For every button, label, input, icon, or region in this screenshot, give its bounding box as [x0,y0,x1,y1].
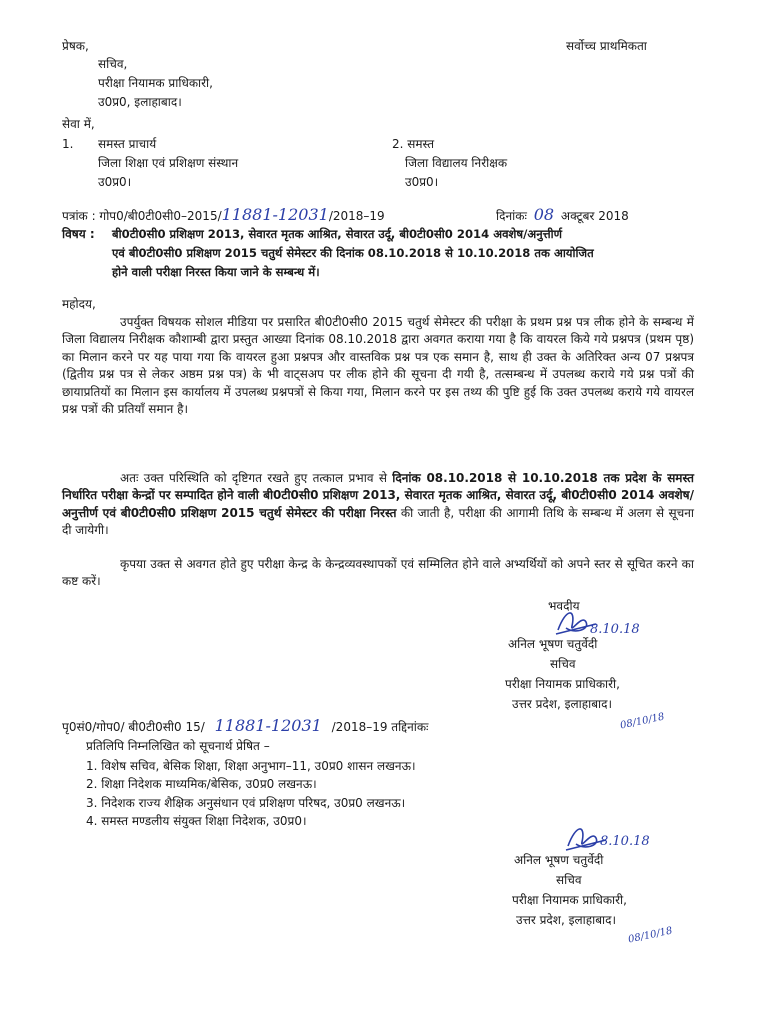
copy-item-3: 3. निदेशक राज्य शैक्षिक अनुसंधान एवं प्रशिक्षण परिषद, उ0प्र0 लखनऊ। [86,796,406,810]
sender-line-2: परीक्षा नियामक प्राधिकारी, [98,76,213,90]
subject-label: विषय : [62,227,95,241]
priority-label: सर्वोच्च प्राथमिकता [566,39,647,53]
signature-2-name: अनिल भूषण चतुर्वेदी [514,853,604,867]
recipient1-number: 1. [62,137,74,151]
copy-reference-prefix: पृ0सं0/गोप0/ बी0टी0सी0 15/ [62,720,205,734]
reference-suffix: /2018–19 [328,209,385,223]
copy-item-4: 4. समस्त मण्डलीय संयुक्त शिक्षा निदेशक, उ0प्र0। [86,814,307,828]
date-label: दिनांकः [496,209,527,223]
signature-2-handwritten-date: 8.10.18 [600,834,650,849]
signature-1-place: उत्तर प्रदेश, इलाहाबाद। [512,697,613,711]
subject-line-1: बी0टी0सी0 प्रशिक्षण 2013, सेवारत मृतक आश्रित, सेवारत उर्दू, बी0टी0सी0 2014 अवशेष/अनुत्तीर्ण [112,227,563,241]
recipient1-line-2: जिला शिक्षा एवं प्रशिक्षण संस्थान [98,156,239,170]
signature-1-stamp-date: 08/10/18 [619,711,666,732]
signature-2-stamp-date: 08/10/18 [627,925,674,946]
copy-handwritten-no: 11881-12031 [214,716,322,735]
copy-reference-suffix: /2018–19 तद्दिनांकः [331,720,429,734]
signature-2-place: उत्तर प्रदेश, इलाहाबाद। [516,913,617,927]
recipient2-line-2: उ0प्र0। [405,175,439,189]
sender-line-1: सचिव, [98,57,128,71]
salutation: महोदय, [62,297,96,311]
to-label: सेवा में, [62,117,95,131]
paragraph-2 [62,470,694,540]
recipient1-line-3: उ0प्र0। [98,175,132,189]
closing-bhavdiya: भवदीय [548,599,580,613]
sender-label: प्रेषक, [62,39,89,53]
recipient2-number: 2. समस्त [392,137,435,151]
signature-1-name: अनिल भूषण चतुर्वेदी [508,637,598,651]
reference-line [62,207,385,224]
paragraph-1: उपर्युक्त विषयक सोशल मीडिया पर प्रसारित बी0टी0सी0 2015 चतुर्थ सेमेस्टर की परीक्षा के प्रथम प्रश्न पत्र लीक होने के सम्बन्ध में जिला विद्यालय निरीक्षक कौशाम्बी द्वारा प्रस्तुत आख्या दिनांक 08.10.2018 द्वारा अवगत कराया गया है कि वायरल किये गये प्रश्नपत्र (प्रथम पृष्ठ) का मिलान करने पर यह पाया गया कि वायरल हुआ प्रश्नपत्र और वास्तविक प्रश्न पत्र एक समान है, साथ ही उक्त के अतिरिक्त अन्य 07 प्रश्नपत्र (द्वितीय प्रश्न पत्र से लेकर अष्ठम प्रश्न पत्र) के भी वाट्सअप पर लीक होने की सूचना दी गयी है, तत्सम्बन्ध में उपलब्ध कराये गये प्रश्न पत्रों की छायाप्रतियों का मिलान इस कार्यालय में उपलब्ध प्रश्नपत्रों से किया गया, मिलान करने पर इस तथ्य की पुष्टि हुई कि उक्त उपलब्ध कराये गये वायरल प्रश्न पत्रों की प्रतियाँ समान है। [62,315,694,417]
sender-line-3: उ0प्र0, इलाहाबाद। [98,95,182,109]
handwritten-reference-no: 11881-12031 [221,205,329,224]
copy-reference-line [62,718,428,735]
copy-intro: प्रतिलिपि निम्नलिखित को सूचनार्थ प्रेषित – [86,739,270,753]
paragraph-2-start: अतः उक्त परिस्थिति को दृष्टिगत रखते हुए तत्काल प्रभाव से [120,471,393,485]
copy-item-2: 2. शिक्षा निदेशक माध्यमिक/बेसिक, उ0प्र0 लखनऊ। [86,777,317,791]
signature-1-handwritten-date: 8.10.18 [590,622,640,637]
handwritten-day: 08 [533,205,555,224]
copy-item-1: 1. विशेष सचिव, बेसिक शिक्षा, शिक्षा अनुभाग–11, उ0प्र0 शासन लखनऊ। [86,759,416,773]
signature-1-designation: सचिव [550,657,576,671]
subject-line-3: होने वाली परीक्षा निरस्त किया जाने के सम्बन्ध में। [112,265,320,279]
signature-2-designation: सचिव [556,873,582,887]
date-rest: अक्टूबर 2018 [560,209,629,223]
reference-date [496,207,629,224]
paragraph-2-bold: दिनांक 08.10.2018 से 10.10.2018 तक प्रदेश के समस्त निर्धारित परीक्षा केन्द्रों पर सम्पादित होने वाली बी0टी0सी0 प्रशिक्षण 2013, सेवारत मृतक आश्रित, सेवारत उर्दू, बी0टी0सी0 2014 अवशेष/अनुत्तीर्ण एवं बी0टी0सी0 प्रशिक्षण 2015 चतुर्थ सेमेस्टर की परीक्षा निरस्त [62,471,694,520]
reference-prefix: पत्रांक : गोप0/बी0टी0सी0–2015/ [62,209,222,223]
paragraph-3: कृपया उक्त से अवगत होते हुए परीक्षा केन्द्र के केन्द्रव्यवस्थापकों एवं सम्मिलित होने वाले अभ्यर्थियों को अपने स्तर से सूचित करने का कष्ट करें। [62,557,694,589]
subject-line-2: एवं बी0टी0सी0 प्रशिक्षण 2015 चतुर्थ सेमेस्टर की दिनांक 08.10.2018 से 10.10.2018 तक आयोजित [112,246,594,260]
paragraph-2-end: की जाती है, परीक्षा की आगामी तिथि के सम्बन्ध में अलग से सूचना दी जायेगी। [62,505,694,538]
signature-2-office: परीक्षा नियामक प्राधिकारी, [512,893,627,907]
recipient1-line-1: समस्त प्राचार्य [98,137,157,151]
recipient2-line-1: जिला विद्यालय निरीक्षक [405,156,508,170]
signature-1-office: परीक्षा नियामक प्राधिकारी, [505,677,620,691]
